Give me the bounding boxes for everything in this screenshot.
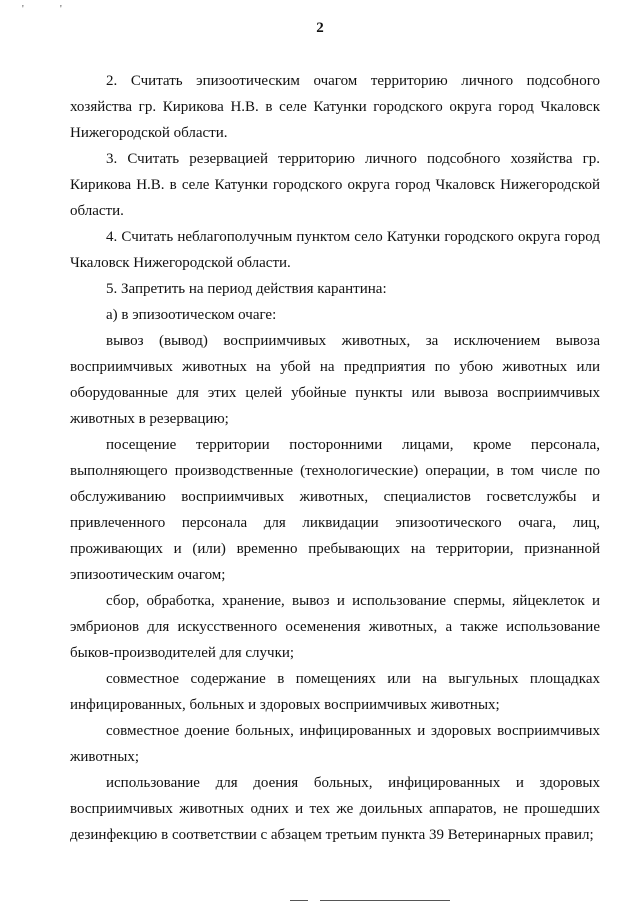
paragraph-joint-keeping-ban: совместное содержание в помещениях или на выгульных площадках инфицированных, больных и здоровых восприимчивых животных; bbox=[70, 671, 600, 713]
document-body bbox=[70, 68, 600, 848]
page-number: 2 bbox=[316, 20, 324, 36]
paragraph-sperm-ban: сбор, обработка, хранение, вывоз и использование спермы, яйцеклеток и эмбрионов для искусственного осеменения животных, а также использование быков-производителей для случки; bbox=[70, 593, 600, 661]
scan-artifact-line bbox=[290, 900, 308, 901]
scan-artifact-line bbox=[320, 900, 450, 901]
paragraph-joint-milking-ban: совместное доение больных, инфицированных и здоровых восприимчивых животных; bbox=[70, 723, 600, 765]
paragraph-export-ban: вывоз (вывод) восприимчивых животных, за исключением вывоза восприимчивых животных на убой на предприятия по убою животных или оборудованные для этих целей убойные пункты или вывоза восприимчивых животных в резервацию; bbox=[70, 333, 600, 427]
paragraph-subitem-a: а) в эпизоотическом очаге: bbox=[106, 307, 277, 323]
paragraph-item-2: 2. Считать эпизоотическим очагом территорию личного подсобного хозяйства гр. Кирикова Н.В. в селе Катунки городского округа город Чкаловск Нижегородской области. bbox=[70, 73, 600, 141]
paragraph-visit-ban: посещение территории посторонними лицами, кроме персонала, выполняющего производственные (технологические) операции, в том числе по обслуживанию восприимчивых животных, специалистов госветслужбы и привлеченного персонала для ликвидации эпизоотического очага, лиц, проживающих и (или) временно пребывающих на территории, признанной эпизоотическим очагом; bbox=[70, 437, 600, 583]
paragraph-item-4: 4. Считать неблагополучным пунктом село Катунки городского округа город Чкаловск Нижегородской области. bbox=[70, 229, 600, 271]
paragraph-item-5: 5. Запретить на период действия карантина: bbox=[106, 281, 387, 297]
paragraph-milking-equipment-ban: использование для доения больных, инфицированных и здоровых восприимчивых животных одних и тех же доильных аппаратов, не прошедших дезинфекцию в соответствии с абзацем третьим пункта 39 Ветеринарных правил; bbox=[70, 775, 600, 843]
scan-mark: ' bbox=[60, 4, 62, 15]
paragraph-item-3: 3. Считать резервацией территорию личного подсобного хозяйства гр. Кирикова Н.В. в селе Катунки городского округа город Чкаловск Нижегородской области. bbox=[70, 151, 600, 219]
scan-mark: ' bbox=[22, 4, 24, 15]
